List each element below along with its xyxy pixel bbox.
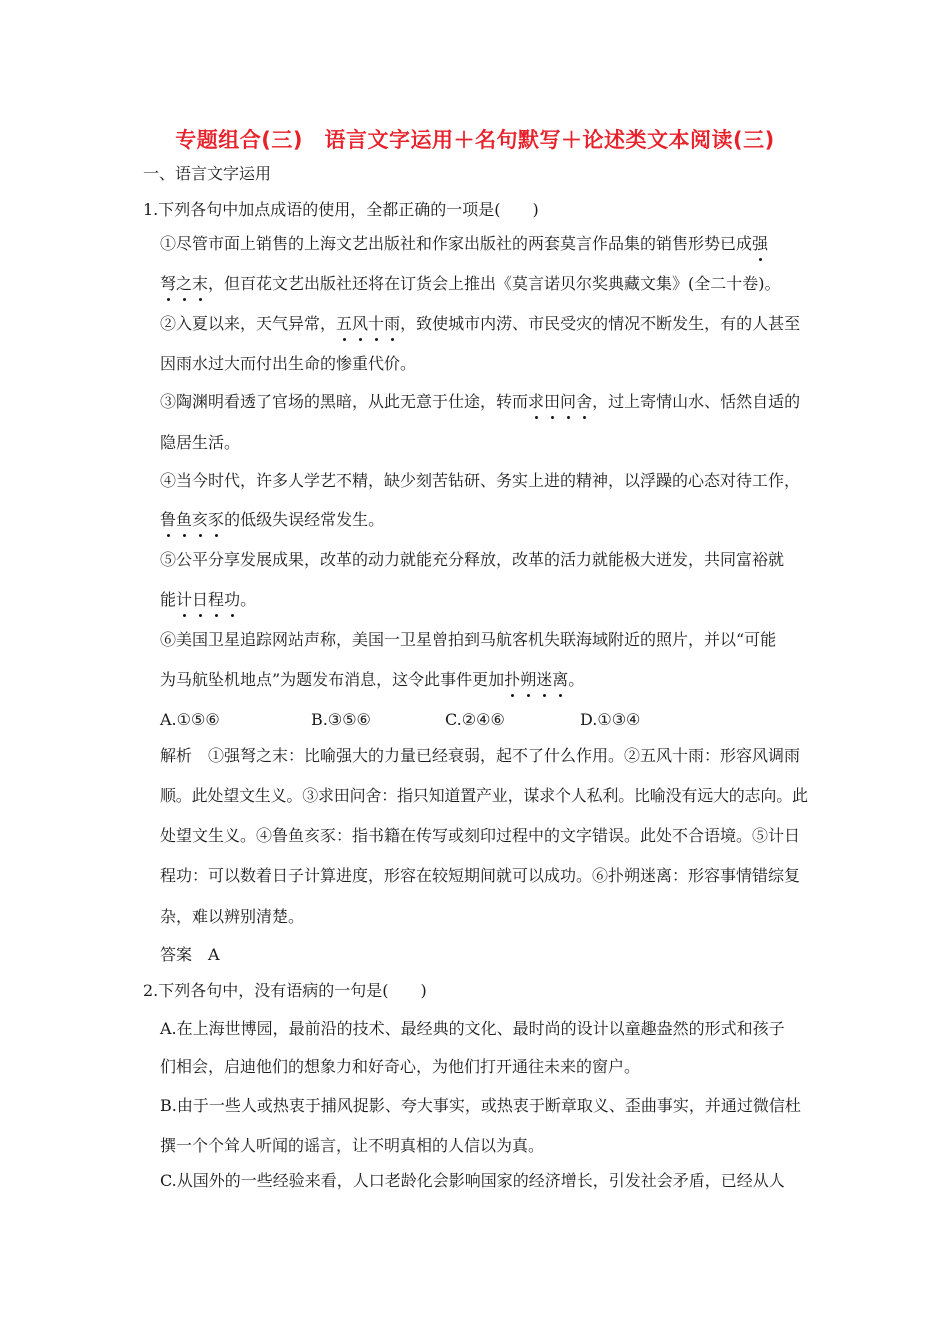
- emphasis-char: 计: [176, 590, 193, 609]
- question-2-stem: 2.下列各句中，没有语病的一句是( ): [143, 981, 427, 1000]
- text-span: ①尽管市面上销售的上海文艺出版社和作家出版社的两套莫言作品集的销售形势已成: [160, 234, 753, 253]
- dotted-idiom: [160, 274, 208, 293]
- dotted-idiom: [752, 234, 768, 253]
- q2-option-line: B.由于一些人或热衷于捕风捉影、夸大事实，或热衷于断章取义、歪曲事实，并通过微信杜: [160, 1096, 801, 1115]
- emphasis-char: 末: [192, 274, 209, 293]
- q1-sentence-6-line-2: [160, 670, 584, 690]
- option-a: A.①⑤⑥: [160, 710, 220, 729]
- question-1-stem: 1.下列各句中加点成语的使用，全都正确的一项是( ): [143, 200, 539, 219]
- q2-option-line: 们相会，启迪他们的想象力和好奇心，为他们打开通往未来的窗户。: [160, 1057, 641, 1076]
- analysis-line: 程功：可以数着日子计算进度，形容在较短期间就可以成功。⑥扑朔迷离：形容事情错综复: [160, 866, 801, 885]
- emphasis-char: 强: [752, 234, 769, 253]
- option-d: D.①③④: [580, 710, 641, 729]
- emphasis-char: 弩: [160, 274, 177, 293]
- q2-option-line: A.在上海世博园，最前沿的技术、最经典的文化、最时尚的设计以童趣盎然的形式和孩子: [160, 1019, 785, 1038]
- analysis-line: 解析 ①强弩之末：比喻强大的力量已经衰弱，起不了什么作用。②五风十雨：形容风调雨: [160, 746, 801, 765]
- text-span: 。: [240, 590, 257, 609]
- q1-sentence-1-line-2: [160, 274, 781, 294]
- emphasis-char: 雨: [384, 314, 401, 333]
- emphasis-char: 风: [352, 314, 369, 333]
- q1-sentence-2-line-2: 因雨水过大而付出生命的惨重代价。: [160, 354, 417, 373]
- text-span: ，致使城市内涝、市民受灾的情况不断发生，有的人甚至: [400, 314, 801, 333]
- emphasis-char: 日: [192, 590, 209, 609]
- dotted-idiom: [336, 314, 400, 333]
- q1-sentence-5-line-1: ⑤公平分享发展成果，改革的动力就能充分释放，改革的活力就能极大迸发，共同富裕就: [160, 550, 785, 569]
- emphasis-char: 程: [208, 590, 225, 609]
- q1-sentence-3-line-2: 隐居生活。: [160, 433, 241, 452]
- q1-sentence-4-line-1: ④当今时代，许多人学艺不精，缺少刻苦钻研、务实上进的精神，以浮躁的心态对待工作，: [160, 471, 801, 490]
- emphasis-char: 舍: [576, 392, 593, 411]
- text-span: ，但百花文艺出版社还将在订货会上推出《莫言诺贝尔奖典藏文集》(全二十卷)。: [208, 274, 781, 293]
- emphasis-char: 亥: [192, 510, 209, 529]
- dotted-idiom: [528, 392, 592, 411]
- dotted-idiom: [160, 510, 224, 529]
- answer-line: 答案 A: [160, 945, 220, 964]
- dotted-idiom: [176, 590, 240, 609]
- q1-sentence-3-line-1: [160, 392, 800, 412]
- text-span: 的低级失误经常发生。: [224, 510, 385, 529]
- q1-sentence-1-line-1: [160, 234, 768, 254]
- emphasis-char: 田: [544, 392, 561, 411]
- analysis-line: 顺。此处望文生义。③求田问舍：指只知道置产业，谋求个人私利。比喻没有远大的志向。此: [160, 786, 808, 805]
- emphasis-char: 之: [176, 274, 193, 293]
- q1-sentence-2-line-1: [160, 314, 800, 334]
- option-b: B.③⑤⑥: [311, 710, 371, 729]
- emphasis-char: 五: [336, 314, 353, 333]
- q1-sentence-4-line-2: [160, 510, 384, 530]
- emphasis-char: 问: [560, 392, 577, 411]
- q2-option-line: C.从国外的一些经验来看，人口老龄化会影响国家的经济增长，引发社会矛盾，已经从人: [160, 1171, 785, 1190]
- emphasis-char: 求: [528, 392, 545, 411]
- section-heading: 一、语言文字运用: [143, 164, 272, 183]
- emphasis-char: 迷: [536, 670, 553, 689]
- text-span: ，过上寄情山水、恬然自适的: [592, 392, 801, 411]
- q2-option-line: 撰一个个耸人听闻的谣言，让不明真相的人信以为真。: [160, 1136, 545, 1155]
- q1-sentence-6-line-1: ⑥美国卫星追踪网站声称，美国一卫星曾拍到马航客机失联海域附近的照片，并以“可能: [160, 630, 777, 649]
- page-title: 专题组合(三) 语言文字运用＋名句默写＋论述类文本阅读(三): [175, 128, 775, 152]
- dotted-idiom: [504, 670, 568, 689]
- text-span: 能: [160, 590, 177, 609]
- text-span: 。: [568, 670, 585, 689]
- emphasis-char: 朔: [520, 670, 537, 689]
- q1-sentence-5-line-2: [160, 590, 256, 610]
- emphasis-char: 豕: [208, 510, 225, 529]
- option-c: C.②④⑥: [445, 710, 505, 729]
- emphasis-char: 十: [368, 314, 385, 333]
- analysis-line: 处望文生义。④鲁鱼亥豕：指书籍在传写或刻印过程中的文字错误。此处不合语境。⑤计日: [160, 826, 801, 845]
- emphasis-char: 鱼: [176, 510, 193, 529]
- emphasis-char: 功: [224, 590, 241, 609]
- emphasis-char: 离: [552, 670, 569, 689]
- analysis-line: 杂，难以辨别清楚。: [160, 907, 305, 926]
- text-span: ③陶渊明看透了官场的黑暗，从此无意于仕途，转而: [160, 392, 529, 411]
- text-span: 为马航坠机地点”为题发布消息，这令此事件更加: [160, 670, 505, 689]
- emphasis-char: 扑: [504, 670, 521, 689]
- text-span: ②入夏以来，天气异常，: [160, 314, 337, 333]
- emphasis-char: 鲁: [160, 510, 177, 529]
